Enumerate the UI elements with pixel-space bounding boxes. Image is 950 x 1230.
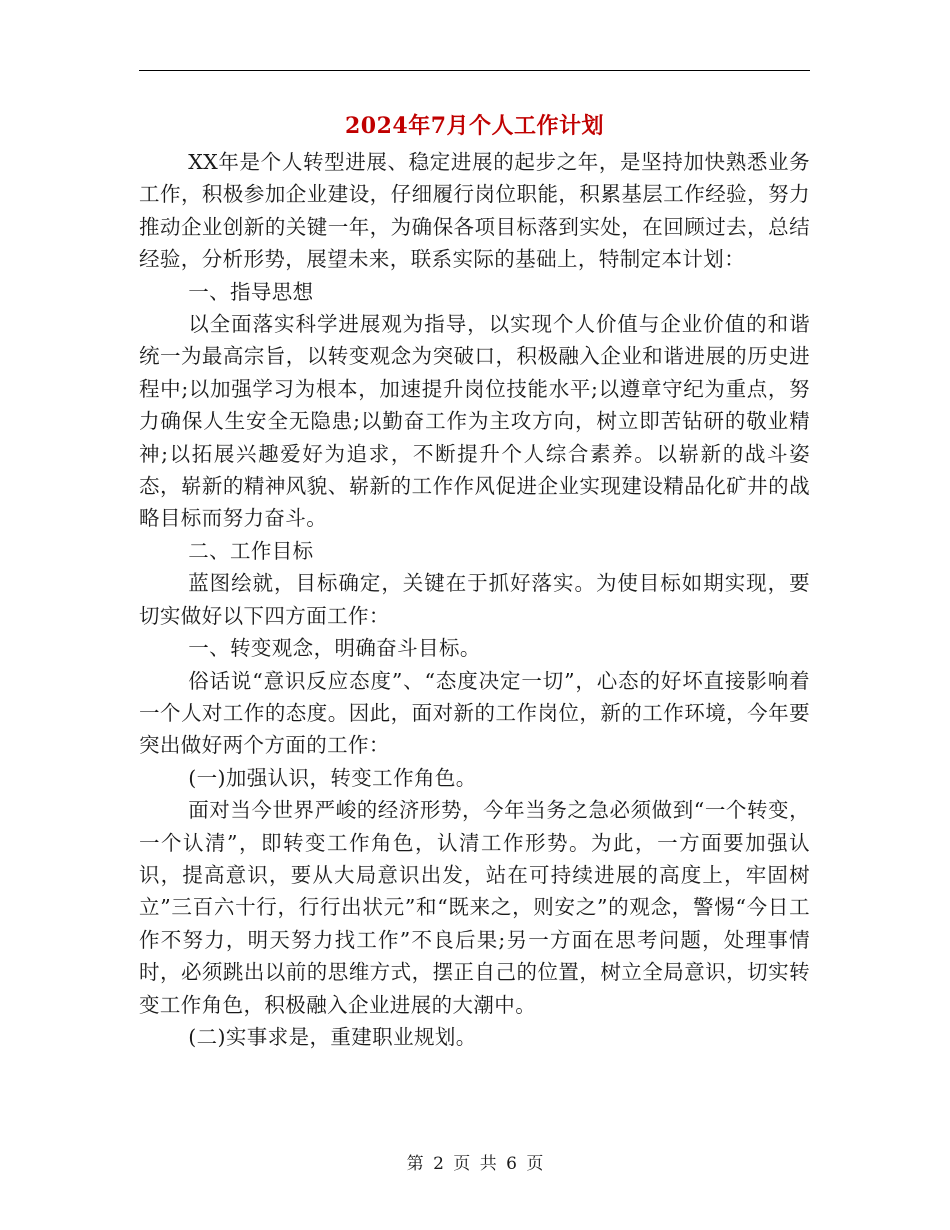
header-rule	[139, 70, 810, 71]
page-footer: 第 2 页 共 6 页	[406, 1154, 544, 1174]
subheading-career-plan: (二)实事求是，重建职业规划。	[188, 1024, 477, 1049]
document-body	[139, 146, 810, 1053]
subheading-change-mindset: 一、转变观念，明确奋斗目标。	[188, 636, 481, 661]
paragraph-guiding-thought: 以全面落实科学进展观为指导，以实现个人价值与企业价值的和谐统一为最高宗旨，以转变观念为突破口，积极融入企业和谐进展的历史进程中;以加强学习为根本，加速提升岗位技能水平;以遵章守纪为重点，努力确保人生安全无隐患;以勤奋工作为主攻方向，树立即苦钻研的敬业精神;以拓展兴趣爱好为追求，不断提升个人综合素养。以崭新的战斗姿态，崭新的精神风貌、崭新的工作作风促进企业实现建设精品化矿井的战略目标而努力奋斗。	[139, 312, 810, 531]
paragraph-work-goals: 蓝图绘就，目标确定，关键在于抓好落实。为使目标如期实现，要切实做好以下四方面工作：	[139, 571, 810, 628]
paragraph-attitude: 俗话说“意识反应态度”、“态度决定一切”，心态的好坏直接影响着一个人对工作的态度。因此，面对新的工作岗位，新的工作环境，今年要突出做好两个方面的工作：	[139, 668, 810, 758]
heading-work-goals: 二、工作目标	[188, 538, 314, 563]
document-title: 2024年7月个人工作计划	[344, 113, 605, 139]
subheading-strengthen-awareness: (一)加强认识，转变工作角色。	[188, 765, 477, 790]
paragraph-intro: XX年是个人转型进展、稳定进展的起步之年，是坚持加快熟悉业务工作，积极参加企业建设，仔细履行岗位职能，积累基层工作经验，努力推动企业创新的关键一年，为确保各项目标落到实处，在回顾过去，总结经验，分析形势，展望未来，联系实际的基础上，特制定本计划：	[139, 150, 810, 272]
paragraph-economic-situation: 面对当今世界严峻的经济形势，今年当务之急必须做到“一个转变，一个认清”，即转变工作角色，认清工作形势。为此，一方面要加强认识，提高意识，要从大局意识出发，站在可持续进展的高度上，牢固树立”三百六十行，行行出状元”和“既来之，则安之”的观念，警惕“今日工作不努力，明天努力找工作”不良后果;另一方面在思考问题，处理事情时，必须跳出以前的思维方式，摆正自己的位置，树立全局意识，切实转变工作角色，积极融入企业进展的大潮中。	[139, 798, 810, 1017]
heading-guiding-thought: 一、指导思想	[188, 279, 314, 304]
